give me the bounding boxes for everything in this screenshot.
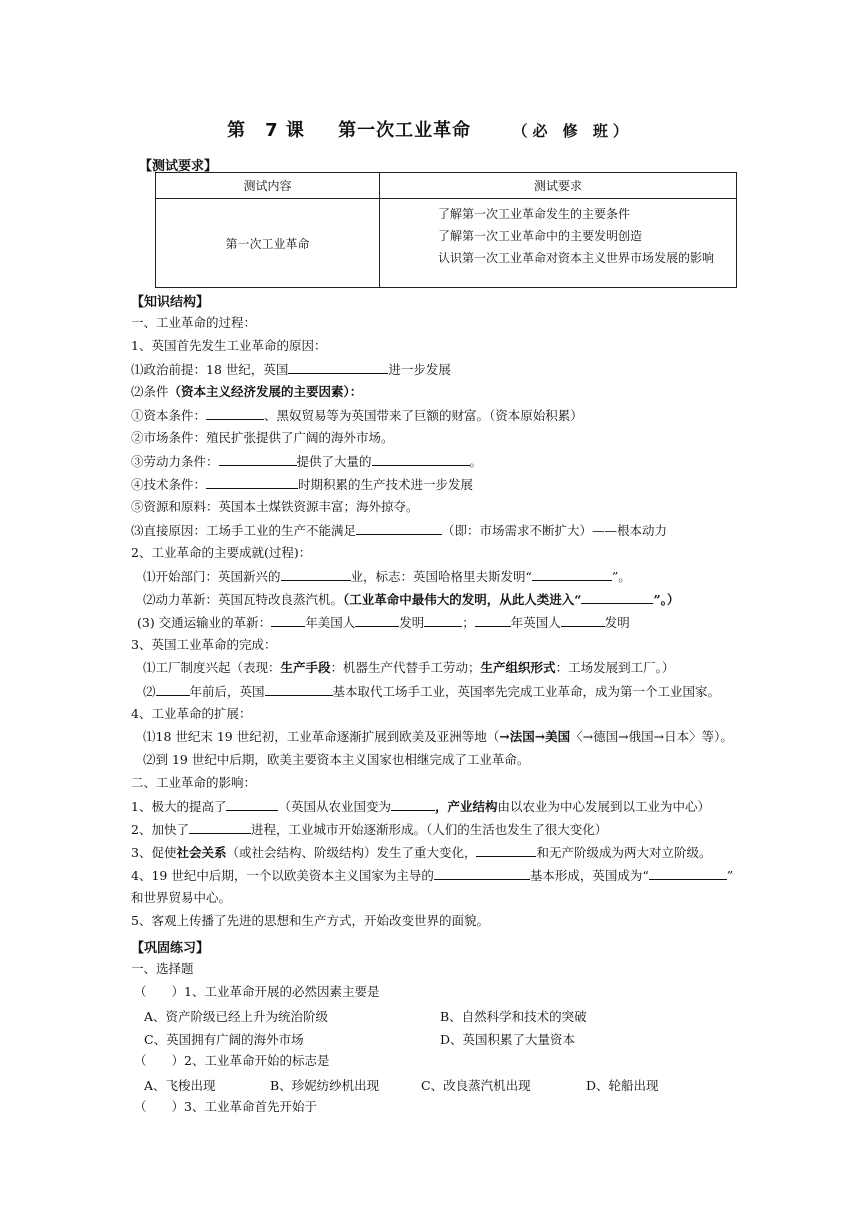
e4-line <box>131 867 733 884</box>
text: 4、19 世纪中后期，一个以欧美资本主义国家为主导的 <box>131 868 434 883</box>
e3-line <box>131 844 712 861</box>
header-content: 测试内容 <box>156 173 380 199</box>
cell-content: 第一次工业革命 <box>156 199 380 288</box>
text: 由以农业为中心发展到以工业为中心） <box>497 799 711 814</box>
blank <box>271 614 305 627</box>
e2-line <box>131 821 607 838</box>
q1-option-b: B、自然科学和技术的突破 <box>440 1009 587 1024</box>
part2-heading: 二、工业革命的影响： <box>131 775 257 790</box>
e5-line: 5、客观上传播了先进的思想和生产方式，开始改变世界的面貌。 <box>131 913 489 928</box>
s1b-line <box>131 384 362 400</box>
text: ； <box>462 615 475 630</box>
s4-heading: 4、工业革命的扩展： <box>131 706 252 721</box>
header-requirement: 测试要求 <box>380 173 737 199</box>
text: ③劳动力条件： <box>131 454 219 469</box>
text: 1、极大的提高了 <box>131 799 227 814</box>
blank <box>355 614 399 627</box>
text: ” <box>726 868 734 883</box>
requirements-table <box>155 172 737 288</box>
text: 2、加快了 <box>131 822 189 837</box>
blank <box>475 614 511 627</box>
blank <box>532 568 612 581</box>
text: 基本形成，英国成为“ <box>529 868 649 883</box>
table-row <box>156 199 737 288</box>
s1a-line <box>131 361 451 378</box>
q2-option-a: A、飞梭出现 <box>144 1078 216 1093</box>
text: ⑵动力革新：英国瓦特改良蒸汽机。 <box>143 592 344 607</box>
text: 年美国人 <box>305 615 356 630</box>
q2-option-d: D、轮船出现 <box>586 1078 659 1093</box>
s2c-line <box>137 614 630 631</box>
s3a-line <box>143 660 674 676</box>
blank <box>265 683 333 696</box>
text: ⑴开始部门：英国新兴的 <box>143 569 281 584</box>
text: 〈→德国→俄国→日本〉等）。 <box>570 729 733 744</box>
text: 发明 <box>604 615 630 630</box>
blank <box>356 522 442 535</box>
q1-option-d: D、英国积累了大量资本 <box>440 1032 576 1047</box>
text: 时期积累的生产技术进一步发展 <box>298 477 474 492</box>
blank <box>424 614 462 627</box>
text: 年前后，英国 <box>189 684 265 699</box>
c2-line: ②市场条件：殖民扩张提供了广阔的海外市场。 <box>131 430 394 445</box>
text: （或社会结构、阶级结构）发生了重大变化， <box>226 845 477 860</box>
blank <box>372 453 470 466</box>
question-3: （ ）3、工业革命首先开始于 <box>134 1099 317 1114</box>
blank <box>189 821 251 834</box>
q1-option-a: A、资产阶级已经上升为统治阶级 <box>144 1009 329 1024</box>
part1-heading: 一、工业革命的过程： <box>131 315 257 330</box>
requirement-2: 了解第一次工业革命中的主要发明创造 <box>438 229 643 243</box>
practice-heading: 【巩固练习】 <box>131 941 210 956</box>
blank <box>288 361 388 374</box>
text: ⑴工厂制度兴起（表现： <box>143 660 281 675</box>
text: ⑴18 世纪末 19 世纪初，工业革命逐渐扩展到欧美及亚洲等地（ <box>143 729 500 744</box>
text: （即：市场需求不断扩大）——根本动力 <box>442 523 668 538</box>
blank <box>581 591 653 604</box>
text: 发明 <box>399 615 425 630</box>
c4-line <box>131 476 473 493</box>
text: （英国从农业国变为 <box>278 799 391 814</box>
bold-text: （资本主义经济发展的主要因素）： <box>168 384 363 399</box>
lesson-number: 第 7 课 <box>227 120 305 141</box>
text: ④技术条件： <box>131 477 207 492</box>
class-label: （必 修 班） <box>512 122 633 140</box>
q2-option-c: C、改良蒸汽机出现 <box>421 1078 531 1093</box>
s3-heading: 3、英国工业革命的完成： <box>131 637 277 652</box>
text: 基本取代工场手工业，英国率先完成工业革命，成为第一个工业国家。 <box>332 684 721 699</box>
s2-heading: 2、工业革命的主要成就(过程)： <box>131 545 312 560</box>
requirement-3: 认识第一次工业革命对资本主义世界市场发展的影响 <box>438 251 715 265</box>
blank <box>219 453 297 466</box>
bold-text: 生产组织形式 <box>480 660 556 675</box>
q2-option-b: B、珍妮纺纱机出现 <box>270 1078 380 1093</box>
text: ⑵条件 <box>131 384 169 399</box>
text: ①资本条件： <box>131 408 207 423</box>
test-requirements-heading: 【测试要求】 <box>139 159 218 174</box>
practice-part: 一、选择题 <box>131 961 194 976</box>
bold-text: ，产业结构 <box>434 799 498 814</box>
blank <box>476 844 536 857</box>
text: 进一步发展 <box>388 362 451 377</box>
blank <box>206 476 298 489</box>
lesson-name: 第一次工业革命 <box>338 120 472 141</box>
text: (3) 交通运输业的革新： <box>137 615 272 630</box>
s4a-line <box>143 729 733 745</box>
c3-line <box>131 453 482 470</box>
text: ⑴政治前提：18 世纪，英国 <box>131 362 289 377</box>
blank <box>156 683 190 696</box>
page-title <box>0 116 860 142</box>
knowledge-heading: 【知识结构】 <box>131 295 210 310</box>
text: ⑵ <box>143 684 156 699</box>
requirement-1: 了解第一次工业革命发生的主要条件 <box>438 207 631 221</box>
blank <box>391 798 435 811</box>
text: 提供了大量的 <box>296 454 372 469</box>
s1-heading: 1、英国首先发生工业革命的原因： <box>131 338 327 353</box>
s2b-line <box>143 591 679 608</box>
s2a-line <box>143 568 631 585</box>
blank <box>206 407 264 420</box>
text: 。 <box>469 454 483 469</box>
q1-option-c: C、英国拥有广阔的海外市场 <box>144 1032 304 1047</box>
blank <box>561 614 605 627</box>
c1-line <box>131 407 583 424</box>
e4-continuation: 和世界贸易中心。 <box>131 890 232 905</box>
bold-text: 社会关系 <box>176 845 227 860</box>
blank <box>649 867 727 880</box>
s3b-line <box>143 683 720 700</box>
cell-requirements <box>380 199 737 288</box>
text: 、黑奴贸易等为英国带来了巨额的财富。（资本原始积累） <box>264 408 583 423</box>
blank <box>226 798 278 811</box>
s4b-line: ⑵到 19 世纪中后期，欧美主要资本主义国家也相继完成了工业革命。 <box>143 752 530 767</box>
table-header-row <box>156 173 737 199</box>
question-1: （ ）1、工业革命开展的必然因素主要是 <box>134 984 380 999</box>
e1-line <box>131 798 710 815</box>
bold-text: ”。） <box>653 592 680 607</box>
bold-text: （工业革命中最伟大的发明，从此人类进入“ <box>343 592 582 607</box>
text: 3、促使 <box>131 845 177 860</box>
text: ：机器生产代替手工劳动； <box>330 660 481 675</box>
bold-text: →法国→美国 <box>499 729 571 744</box>
s1c-line <box>131 522 667 539</box>
text: ”。 <box>611 569 631 584</box>
text: 进程，工业城市开始逐渐形成。（人们的生活也发生了很大变化） <box>250 822 608 837</box>
blank <box>281 568 351 581</box>
text: ：工场发展到工厂。） <box>555 660 675 675</box>
text: 年英国人 <box>510 615 561 630</box>
bold-text: 生产手段 <box>280 660 331 675</box>
text: 业，标志：英国哈格里夫斯发明“ <box>350 569 532 584</box>
c5-line: ⑤资源和原料：英国本土煤铁资源丰富；海外掠夺。 <box>131 499 419 514</box>
blank <box>434 867 530 880</box>
text: 和无产阶级成为两大对立阶级。 <box>536 845 712 860</box>
question-2: （ ）2、工业革命开始的标志是 <box>134 1053 330 1068</box>
text: ⑶直接原因：工场手工业的生产不能满足 <box>131 523 357 538</box>
